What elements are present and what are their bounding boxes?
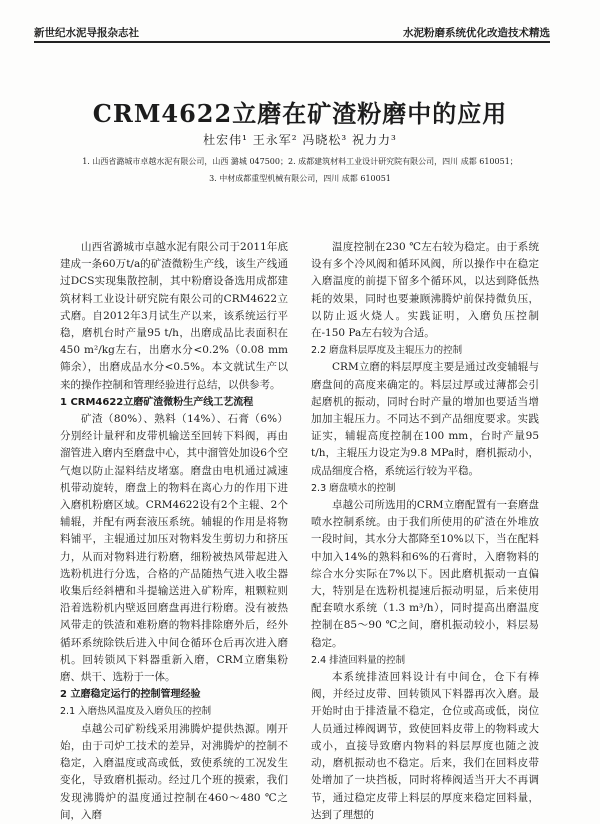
section-heading-1: 1 CRM4622立磨矿渣微粉生产线工艺流程 [60,396,254,408]
section-heading-2: 2 立磨稳定运行的控制管理经验 [60,689,201,701]
subsection-heading-2-2: 2.2 磨盘料层厚度及主辊压力的控制 [311,345,463,357]
author-list: 杜宏伟¹ 王永军² 冯晓松³ 祝力力³ [203,133,397,147]
water-spray-paragraph: 卓越公司所选用的CRM立磨配置有一套磨盘喷水控制系统。由于我们所使用的矿渣在外堆放一段时间，其水分大都降至10%以下，当在配料中加入14%的熟料和6%的石膏时，入磨物料的综合水分实际在7%以下。因此磨机振动一直偏大，特别是在选粉机提速后振动明显，后来使用配套喷水系统（1.3 m³/h），同时提高出磨温度控制在85～90 ℃之间，磨机振动较小，料层易稳定。 [311,499,539,649]
intro-paragraph: 山西省潞城市卓越水泥有限公司于2011年底建成一条60万t/a的矿渣微粉生产线，该生产线通过DCS实现集散控制，其中粉磨设备选用成都建筑材料工业设计研究院有限公司的CRM4622立式磨。自2012年3月试生产以来，该系统运行平稳，磨机台时产量95 t/h，出磨成品比表面积在450 m²/kg左右，出磨水分<0.2%（0.08 mm筛余），出磨成品水分<0.5%。本文就试生产以来的操作控制和管理经验进行总结，以供参考。 [60,241,288,391]
hot-air-paragraph: 卓越公司矿粉线采用沸腾炉提供热源。刚开始，由于司炉工技术的差异，对沸腾炉的控制不稳定，入磨温度或高或低，致使系统的工况发生变化，导致磨机振动。经过几个班的摸索，我们发现沸腾炉的温度通过控制在460～480 ℃之间，入磨 [60,722,288,821]
body-column-right [311,239,539,824]
temperature-paragraph: 温度控制在230 ℃左右较为稳定。由于系统设有多个冷风阀和循环风阀，所以操作中在稳定入磨温度的前提下留多个循环风，以达到降低热耗的效果，同时也要兼顾沸腾炉前保持微负压，以防止返火烧人。实践证明，入磨负压控制在-150 Pa左右较为合适。 [311,241,539,340]
affiliation-line-2: 3. 中材成都重型机械有限公司，四川 成都 610051 [209,174,391,183]
header-rule [34,41,550,43]
process-paragraph: 矿渣（80%）、熟料（14%）、石膏（6%）分别经计量秤和皮带机输送至回转下料阀，再由溜管进入磨内至磨盘中心，其中溜管处加设6个空气炮以防止湿料结皮堵塞。磨盘由电机通过减速机带动旋转，磨盘上的物料在离心力的作用下进入磨机粉磨区域。CRM4622设有2个主辊、2个辅辊，并配有两套液压系统。辅辊的作用是将物料铺平，主辊通过加压对物料发生剪切力和挤压力，从而对物料进行粉磨，细粉被热风带起进入选粉机进行分选，合格的产品随热气进入收尘器收集后经斜槽和斗提输送进入矿粉库，粗颗粒则沿着选粉机内壁返回磨盘再进行粉磨。没有被热风带走的铁渣和难粉磨的物料排除磨外后，经外循环系统除铁后进入中间仓循环仓后再次进入磨机。回转锁风下料器重新入磨，CRM立磨集粉磨、烘干、选粉于一体。 [60,413,288,684]
running-header [0,0,600,40]
article-title: CRM4622立磨在矿渣粉磨中的应用 [92,99,508,128]
reject-return-paragraph: 本系统排渣回料设计有中间仓，仓下有棒阀，并经过皮带、回转锁风下料器再次入磨。最开始时由于排渣量不稳定，仓位或高或低，岗位人员通过棒阀调节，致使回料皮带上的物料或大或小，直接导致磨内物料的料层厚度也随之波动，磨机振动也不稳定。后来，我们在回料皮带处增加了一块挡板，同时将棒阀适当开大不再调节，通过稳定皮带上料层的厚度来稳定回料量，达到了理想的 [311,671,539,821]
subsection-heading-2-1: 2.1 入磨热风温度及入磨负压的控制 [60,706,212,718]
publication-name: 新世纪水泥导报杂志社 [34,27,139,39]
bed-thickness-paragraph: CRM立磨的料层厚度主要是通过改变辅辊与磨盘间的高度来确定的。料层过厚或过薄都会引起磨机的振动，同时台时产量的增加也要适当增加加主辊压力。不同达不到产品细度要求。实践证实，辅辊高度控制在100 mm，台时产量95 t/h，主辊压力设定为9.8 MPa时，磨机振动小，成品细度合格，系统运行较为平稳。 [311,361,539,477]
column-name: 水泥粉磨系统优化改造技术精选 [403,27,550,39]
body-column-left [60,239,288,824]
affiliation-line-1: 1. 山西省潞城市卓越水泥有限公司，山西 潞城 047500；2. 成都建筑材料工业设计研究院有限公司，四川 成都 610051； [82,157,518,166]
subsection-heading-2-3: 2.3 磨盘喷水的控制 [311,482,396,494]
subsection-heading-2-4: 2.4 排渣回料量的控制 [311,654,406,666]
